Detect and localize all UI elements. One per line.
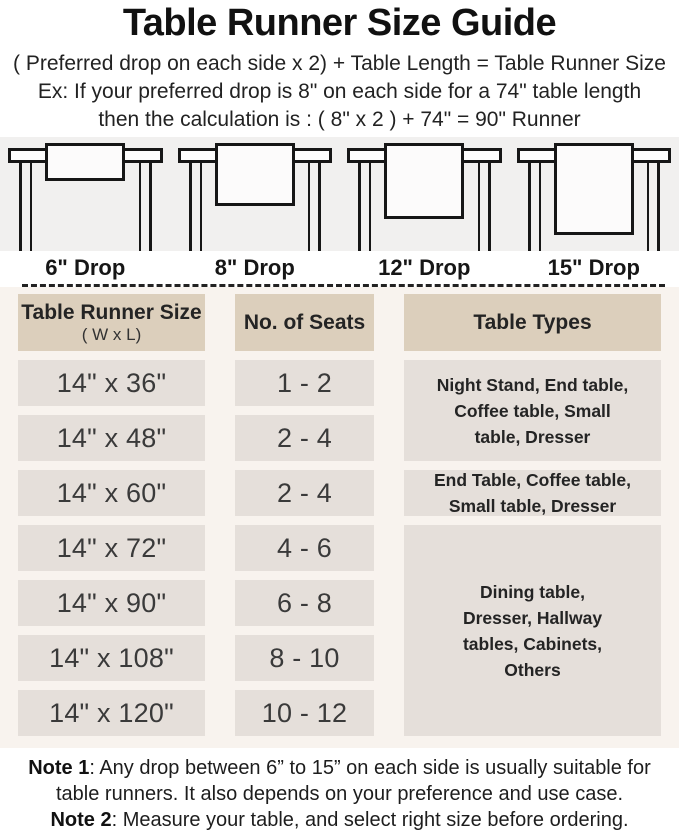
notes-block	[0, 748, 679, 833]
note-1-label: Note 1	[28, 757, 90, 779]
table-leg-icon	[528, 163, 541, 251]
drop-illustrations	[0, 137, 679, 251]
seats-cell: 10 - 12	[235, 690, 374, 736]
table-leg-icon	[189, 163, 202, 251]
types-cell-small-tables: Night Stand, End table, Coffee table, Small table, Dresser	[404, 360, 661, 461]
example-line-1: Ex: If your preferred drop is 8" on each side for a 74" table length	[37, 80, 642, 103]
runner-graphic	[384, 143, 464, 219]
runner-graphic	[215, 143, 295, 206]
seats-cell: 2 - 4	[235, 470, 374, 516]
note-1-line-2: table runners. It also depends on your preference and use case.	[55, 783, 624, 805]
size-cell: 14" x 108"	[18, 635, 205, 681]
note-1-line-1	[0, 755, 679, 781]
seats-cell: 4 - 6	[235, 525, 374, 571]
note-2-line	[0, 807, 679, 833]
note-1-text: : Any drop between 6” to 15” on each side is usually suitable for	[89, 757, 651, 779]
size-cell: 14" x 60"	[18, 470, 205, 516]
size-guide-section	[0, 287, 679, 748]
runner-graphic	[45, 143, 125, 181]
table-leg-icon	[19, 163, 32, 251]
table-illustration-12in	[347, 137, 502, 251]
table-illustration-6in	[8, 137, 163, 251]
note-2-label: Note 2	[50, 809, 112, 831]
types-cell-medium-tables: End Table, Coffee table, Small table, Dresser	[404, 470, 661, 516]
note-2-text: : Measure your table, and select right size before ordering.	[111, 809, 629, 831]
column-header-types: Table Types	[404, 294, 661, 351]
seats-cell: 1 - 2	[235, 360, 374, 406]
table-leg-icon	[647, 163, 660, 251]
page-title: Table Runner Size Guide	[122, 2, 557, 44]
table-leg-icon	[308, 163, 321, 251]
drop-label-6in: 6" Drop	[45, 254, 126, 280]
column-header-seats: No. of Seats	[235, 294, 374, 351]
seats-cell: 8 - 10	[235, 635, 374, 681]
drop-label-15in: 15" Drop	[547, 254, 640, 280]
column-header-size-title: Table Runner Size	[21, 301, 202, 324]
drop-labels-row	[0, 251, 679, 284]
drop-label-12in: 12" Drop	[378, 254, 471, 280]
header-block	[0, 0, 679, 134]
table-illustration-8in	[178, 137, 333, 251]
types-cell-large-tables-text: Dining table, Dresser, Hallway tables, Cabinets, Others	[462, 581, 603, 680]
size-cell: 14" x 36"	[18, 360, 205, 406]
runner-graphic	[554, 143, 634, 235]
seats-cell: 6 - 8	[235, 580, 374, 626]
size-cell: 14" x 48"	[18, 415, 205, 461]
size-cell: 14" x 72"	[18, 525, 205, 571]
column-header-size-sub: ( W x L)	[81, 325, 142, 344]
table-leg-icon	[358, 163, 371, 251]
drop-label-8in: 8" Drop	[214, 254, 295, 280]
seats-cell: 2 - 4	[235, 415, 374, 461]
size-guide-table	[18, 294, 679, 736]
column-header-size	[18, 294, 205, 351]
table-leg-icon	[478, 163, 491, 251]
table-illustration-15in	[517, 137, 672, 251]
table-leg-icon	[139, 163, 152, 251]
size-cell: 14" x 90"	[18, 580, 205, 626]
example-line-2: then the calculation is : ( 8" x 2 ) + 74" = 90" Runner	[98, 108, 581, 131]
types-cell-large-tables	[404, 525, 661, 736]
formula-text: ( Preferred drop on each side x 2) + Table Length = Table Runner Size	[13, 52, 666, 75]
size-cell: 14" x 120"	[18, 690, 205, 736]
